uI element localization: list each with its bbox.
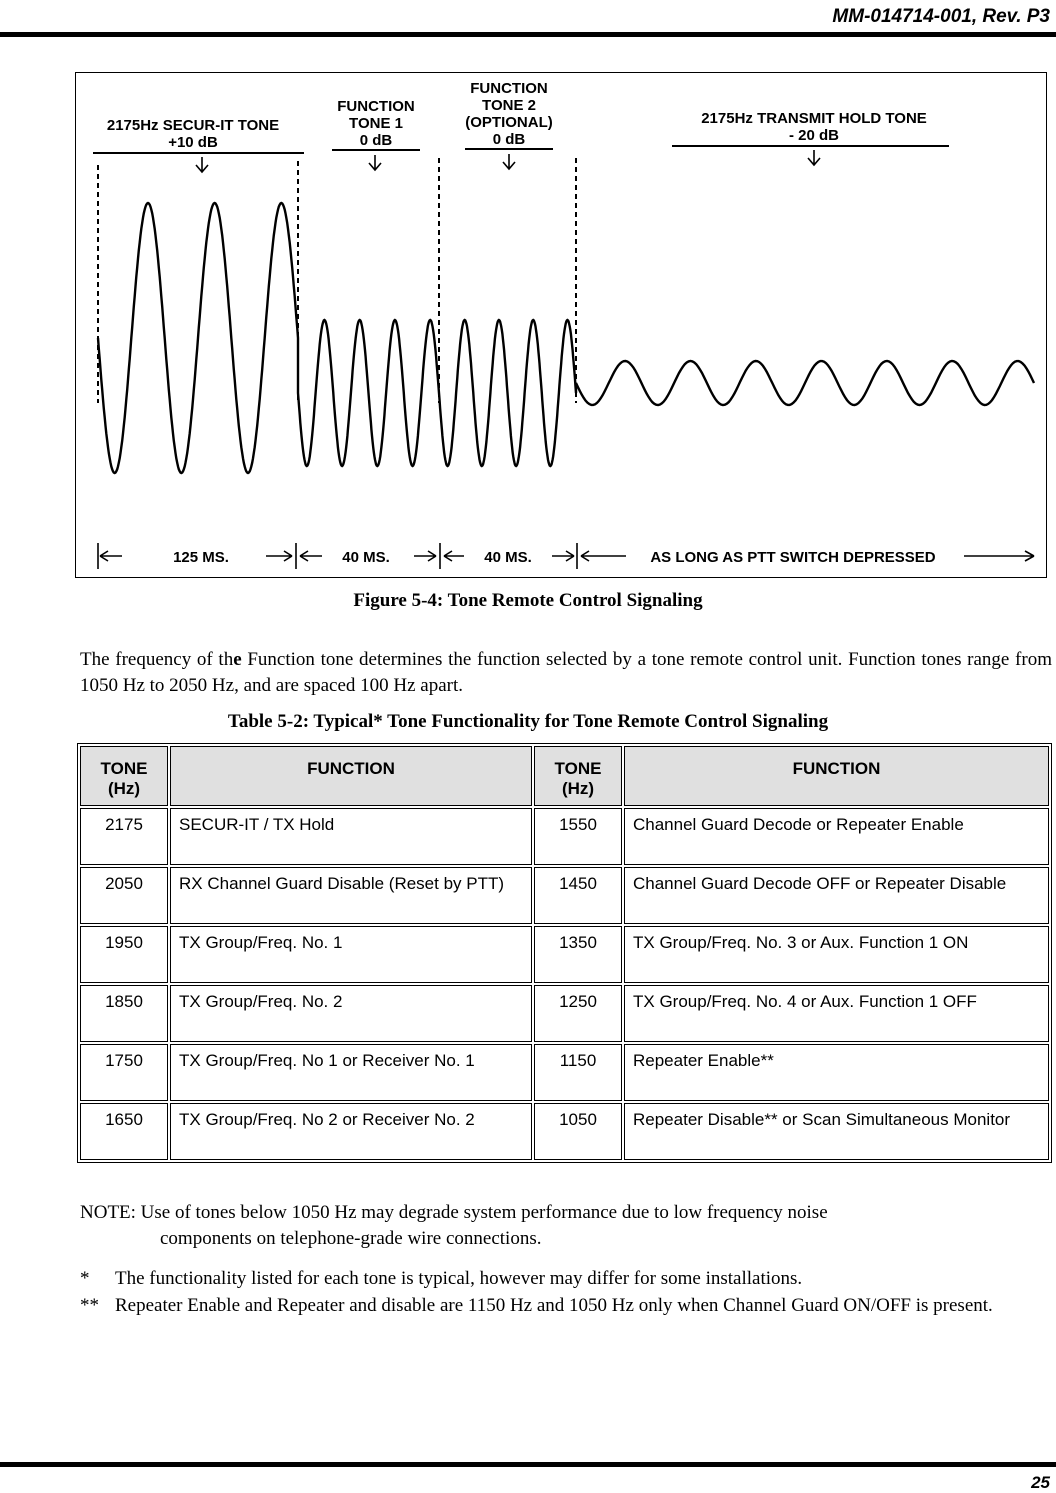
waveform-diagram — [76, 73, 1046, 577]
note-line: NOTE: Use of tones below 1050 Hz may degrade system performance due to low frequency noise — [80, 1202, 828, 1223]
tone-cell: 1350 — [534, 926, 622, 983]
function-cell: TX Group/Freq. No. 3 or Aux. Function 1 ON — [624, 926, 1049, 983]
function-cell: Channel Guard Decode or Repeater Enable — [624, 808, 1049, 865]
arrow-down-icon — [503, 154, 515, 169]
footnote-text: Repeater Enable and Repeater and disable are 1150 Hz and 1050 Hz only when Channel Guard ON/OFF is present. — [115, 1295, 993, 1316]
body-paragraph — [80, 647, 1052, 699]
tone-cell: 1950 — [80, 926, 168, 983]
footnote-2 — [80, 1293, 1052, 1319]
function-cell: RX Channel Guard Disable (Reset by PTT) — [170, 867, 532, 924]
tone-cell: 1750 — [80, 1044, 168, 1101]
header-tone: TONE (Hz) — [534, 746, 622, 806]
function-cell: TX Group/Freq. No. 2 — [170, 985, 532, 1042]
timing-40ms-2: 40 MS. — [484, 549, 532, 566]
tone-cell: 1050 — [534, 1103, 622, 1160]
function-cell: Repeater Disable** or Scan Simultaneous Monitor — [624, 1103, 1049, 1160]
tone-cell: 1450 — [534, 867, 622, 924]
ft1-label-3: 0 dB — [359, 132, 393, 149]
arrow-down-icon — [369, 155, 381, 170]
footnote-mark: * — [80, 1268, 90, 1289]
table-row — [80, 1103, 1049, 1160]
table-row — [80, 1044, 1049, 1101]
footnote-text: The functionality listed for each tone is typical, however may differ for some installations. — [115, 1268, 803, 1289]
ft1-label-2: TONE 1 — [349, 115, 403, 132]
header-rule — [0, 32, 1056, 37]
arrow-down-icon — [808, 150, 820, 165]
tone-cell: 1550 — [534, 808, 622, 865]
ft2-label-4: 0 dB — [492, 131, 526, 148]
timing-ptt: AS LONG AS PTT SWITCH DEPRESSED — [650, 549, 936, 566]
page-number: 25 — [1031, 1473, 1050, 1492]
tone-signaling-figure — [75, 72, 1047, 578]
ft2-label-2: TONE 2 — [482, 97, 536, 114]
function-cell: Channel Guard Decode OFF or Repeater Disable — [624, 867, 1049, 924]
header-function: FUNCTION — [170, 746, 532, 806]
function-cell: TX Group/Freq. No 1 or Receiver No. 1 — [170, 1044, 532, 1101]
hold-label-1: 2175Hz TRANSMIT HOLD TONE — [701, 110, 927, 127]
header-tone: TONE (Hz) — [80, 746, 168, 806]
table-row — [80, 867, 1049, 924]
ft2-label-1: FUNCTION — [470, 80, 548, 97]
hold-label-2: - 20 dB — [788, 127, 840, 144]
arrow-down-icon — [196, 157, 208, 172]
footnote-mark: ** — [80, 1295, 99, 1316]
tone-cell: 2050 — [80, 867, 168, 924]
ft2-label-3: (OPTIONAL) — [465, 114, 553, 131]
function-cell: Repeater Enable** — [624, 1044, 1049, 1101]
document-id: MM-014714-001, Rev. P3 — [832, 6, 1050, 27]
figure-caption: Figure 5-4: Tone Remote Control Signaling — [353, 590, 703, 611]
tone-cell: 2175 — [80, 808, 168, 865]
tone-cell: 1250 — [534, 985, 622, 1042]
tone-function-table — [77, 743, 1052, 1163]
secur-label-1: 2175Hz SECUR-IT TONE — [106, 117, 280, 134]
para-text: Function tone determines the function selected by a tone remote control unit. Function tones range from 1050 Hz to 2050 Hz, and are spaced 100 Hz apart. — [80, 649, 1052, 696]
function-cell: TX Group/Freq. No. 4 or Aux. Function 1 OFF — [624, 985, 1049, 1042]
function-cell: TX Group/Freq. No 2 or Receiver No. 2 — [170, 1103, 532, 1160]
para-text: The frequency of th — [80, 649, 234, 670]
timing-40ms-1: 40 MS. — [342, 549, 390, 566]
table-header-row — [80, 746, 1049, 806]
note-block — [80, 1200, 1052, 1252]
tone-cell: 1150 — [534, 1044, 622, 1101]
tone-cell: 1850 — [80, 985, 168, 1042]
table-row — [80, 985, 1049, 1042]
timing-125ms: 125 MS. — [173, 549, 229, 566]
para-bold: e — [233, 649, 242, 670]
function-cell: SECUR-IT / TX Hold — [170, 808, 532, 865]
table-row — [80, 808, 1049, 865]
ft1-label-1: FUNCTION — [337, 98, 415, 115]
note-line: components on telephone-grade wire connections. — [160, 1228, 542, 1249]
footnote-1 — [80, 1266, 1052, 1292]
table-caption: Table 5-2: Typical* Tone Functionality for Tone Remote Control Signaling — [227, 711, 829, 732]
secur-label-2: +10 dB — [168, 134, 218, 151]
function-cell: TX Group/Freq. No. 1 — [170, 926, 532, 983]
table-row — [80, 926, 1049, 983]
header-function: FUNCTION — [624, 746, 1049, 806]
footer-rule — [0, 1462, 1056, 1467]
tone-waveform — [98, 203, 1034, 473]
tone-cell: 1650 — [80, 1103, 168, 1160]
